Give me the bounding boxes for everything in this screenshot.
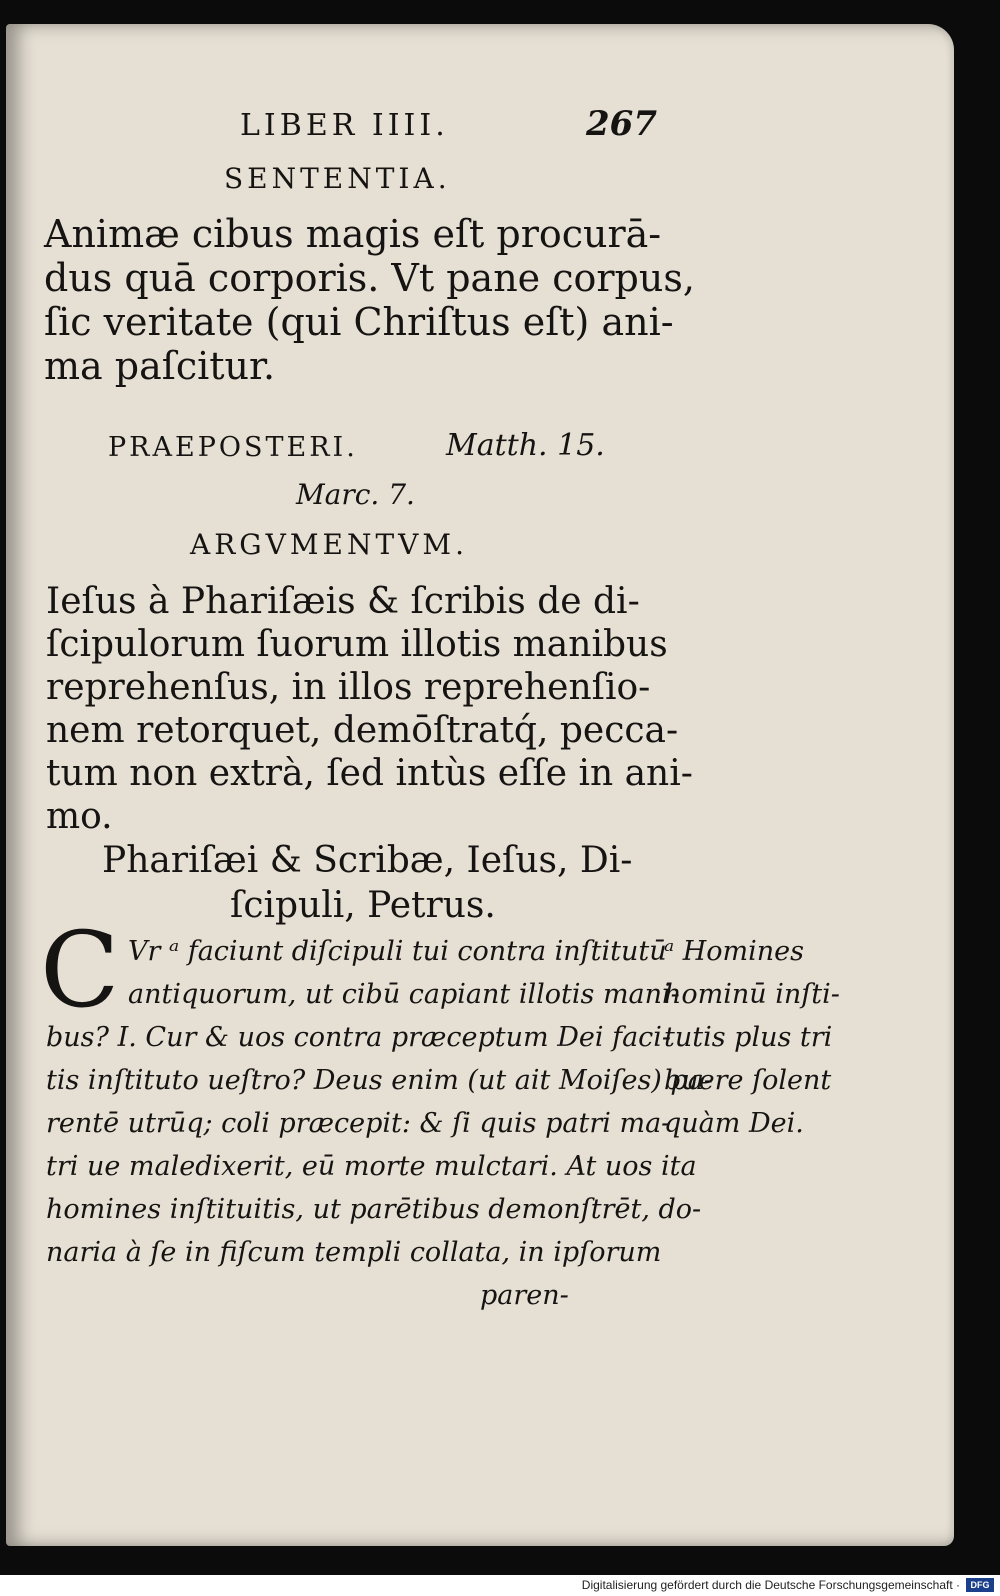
funding-credit: Digitalisierung gefördert durch die Deutsche Forschungsgemeinschaft · (581, 1578, 960, 1592)
sententia-line: ma paſcitur. (44, 344, 276, 388)
margin-note (664, 930, 840, 1145)
margin-note-line: quàm Dei. (664, 1108, 804, 1139)
sententia-text (44, 212, 695, 388)
dialogue-line: homines inſtituitis, ut parētibus demonſtrēt, do- (46, 1194, 702, 1225)
reference-matthew: Matth. 15. (446, 428, 605, 463)
sententia-line: Animæ cibus magis eſt procurā- (44, 212, 662, 256)
drop-cap: C (40, 909, 120, 1031)
dialogue-line: rentē utrūq; coli præcepit: & ſi quis patri ma- (46, 1108, 671, 1139)
argumentum-line: ſcipulorum ſuorum illotis manibus (46, 624, 668, 665)
margin-note-line: tutis plus tri (664, 1022, 833, 1053)
sententia-line: dus quā corporis. Vt pane corpus, (44, 256, 695, 300)
dfg-logo-icon: DFG (966, 1578, 994, 1592)
argumentum-line: mo. (46, 796, 113, 837)
dialogue-line: naria à ſe in fiſcum templi collata, in ipſorum (46, 1237, 662, 1268)
dialogue-line: Vr ᵃ faciunt diſcipuli tui contra inſtitutū (128, 936, 667, 967)
argumentum-line: reprehenſus, in illos reprehenſio- (46, 667, 651, 708)
argumentum-line: tum non extrà, ſed intùs eſſe in ani- (46, 753, 693, 794)
margin-note-line: buere ſolent (664, 1065, 832, 1096)
argumentum-line: nem retorquet, demōſtratq́, pecca- (46, 710, 679, 751)
sententia-title: SENTENTIA. (224, 162, 451, 195)
dramatis-personae (102, 838, 632, 928)
reference-mark: Marc. 7. (296, 478, 415, 511)
footer-bar (0, 1575, 1000, 1596)
argumentum-line: Ieſus à Phariſæis & ſcribis de di- (46, 581, 640, 622)
dialogue-line: bus? I. Cur & uos contra præceptum Dei faci- (46, 1022, 672, 1053)
margin-note-line: ᵃ Homines (664, 936, 804, 967)
persons-line: Phariſæi & Scribæ, Ieſus, Di- (102, 840, 633, 881)
argumentum-title: ARGVMENTVM. (190, 528, 468, 561)
dialogue-line: tis inſtituto ueſtro? Deus enim (ut ait Moiſes) pa- (46, 1065, 713, 1096)
page-number: 267 (586, 104, 657, 144)
section-title: PRAEPOSTERI. (108, 432, 358, 463)
argumentum-text (46, 580, 693, 838)
margin-note-line: hominū inſti- (664, 979, 840, 1010)
persons-line: ſcipuli, Petrus. (230, 885, 496, 926)
running-title: LIBER IIII. (240, 108, 449, 143)
sententia-line: ſic veritate (qui Chriſtus eſt) ani- (44, 300, 674, 344)
catchword: paren- (480, 1280, 569, 1311)
dialogue-line: antiquorum, ut cibū capiant illotis mani- (128, 979, 680, 1010)
dialogue-text (46, 930, 713, 1317)
dialogue-line: tri ue maledixerit, eū morte mulctari. At uos ita (46, 1151, 697, 1182)
